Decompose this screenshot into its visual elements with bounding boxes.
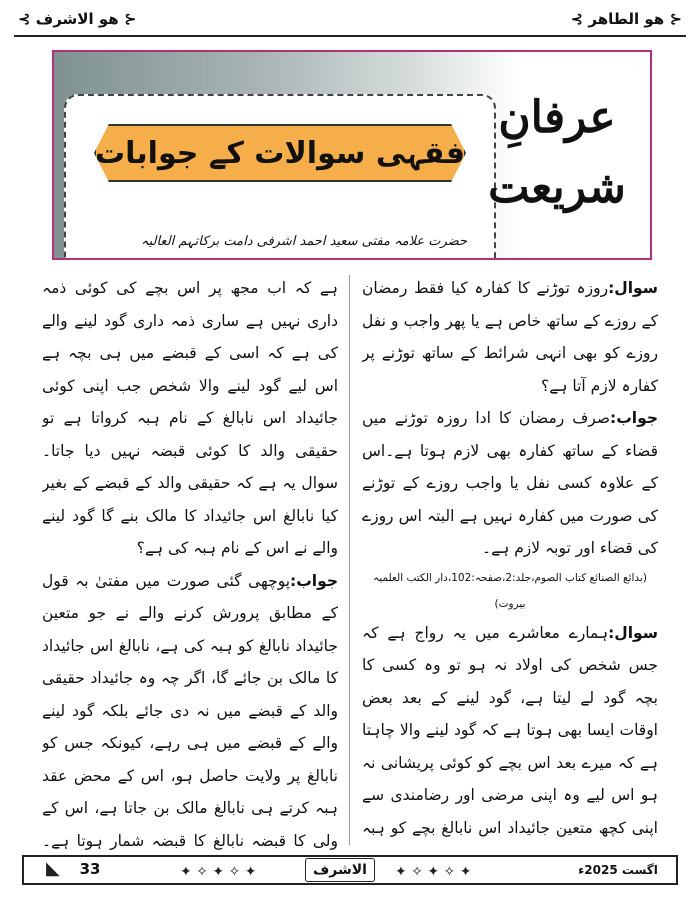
paragraph-text: (بدائع الصنائع کتاب الصوم،جلد:2،صفحہ:102،دار الکتب العلمیہ بیروت) xyxy=(373,571,647,610)
title-banner xyxy=(52,50,652,260)
paragraph-text: ہمارے معاشرے میں یہ رواج ہے کہ جس شخص کی اولاد نہ ہو تو وہ کسی کا بچہ گود لے لیتا ہے، گود لینے کے بعد بعض اوقات ایسا بھی ہوتا ہے کہ گود لینے والا چاہتا ہے کہ میرے بعد اس بچے کو کوئی پریشانی نہ ہو اس لیے وہ اپنی مرضی اور رضامندی سے اپنی کچھ متعین جائیداد اس نابالغ بچے کو ہبہ xyxy=(362,623,658,837)
author-byline: حضرت علامہ مفتی سعید احمد اشرفی دامت برکاتہم العالیہ xyxy=(140,234,468,249)
qa-label: سوال: xyxy=(608,279,658,297)
paragraph-text: پوچھی گئی صورت میں مفتیٰ بہ قول کے مطابق پرورش کرنے والے نے جو متعین جائیداد نابالغ کو ہبہ کی ہے، نابالغ اس جائیداد کا مالک بن جائے گا، اگر چہ وہ جائیداد حقیقی والد کے قبضے میں نہ دی جائے بلکہ گود لینے والے کے قبضے میں ہی رہے، کیونکہ جس کو نابالغ پر ولایت حاصل ہو، اس کے محض عقد ہبہ کرتے ہی نابالغ مالک بن جاتا ہے، اس کے ولی کا قبضہ نابالغ کا قبضہ شمار ہوتا ہے۔ xyxy=(42,571,338,850)
header-rule xyxy=(14,35,686,37)
qa-label: سوال: xyxy=(608,623,658,642)
reference-citation xyxy=(362,565,658,617)
ornament-icon: ✦ ✧ ✦ ✧ ✦ xyxy=(180,864,257,880)
paragraph-text: ہے کہ اب مجھ پر اس بچے کی کوئی ذمہ داری نہیں ہے ساری ذمہ داری گود لینے والے کی ہے کہ اسی کے قبضے میں ہی بچہ ہے اس لیے گود لینے والا شخص جب اپنی کوئی جائیداد اس نابالغ کے نام ہبہ کرواتا ہے تو حقیقی والد کا کوئی قبضہ نہیں دیا جاتا۔سوال یہ ہے کہ حقیقی والد کے قبضے کے بغیر کیا نابالغ اس جائیداد کا مالک بنے گا گود لینے والے نے اس کے نام ہبہ کی ہے؟ xyxy=(42,279,338,557)
page-number-text: 33 xyxy=(79,860,101,878)
qa-label: جواب: xyxy=(290,571,338,590)
arrow-left-icon: ◣ xyxy=(46,858,60,879)
qa-label: جواب: xyxy=(610,409,658,427)
paragraph xyxy=(42,565,338,851)
article-column-left xyxy=(42,272,338,850)
column-divider xyxy=(349,275,350,845)
banner-title-line1: عرفانِ xyxy=(498,92,616,143)
header-title-right: ⊰ هو الطاھر ⊱ xyxy=(570,10,682,28)
banner-title-line2: شریعت xyxy=(488,162,626,213)
paragraph xyxy=(362,617,658,851)
paragraph xyxy=(362,402,658,565)
section-ribbon-title: فقہی سوالات کے جوابات xyxy=(95,135,465,171)
paragraph xyxy=(42,272,338,565)
paragraph xyxy=(362,272,658,402)
footer-brand: الاشرف xyxy=(305,858,375,882)
paragraph-text: صرف رمضان کا ادا روزہ توڑنے میں قضاء کے ساتھ کفارہ بھی لازم ہوتا ہے۔اس کے علاوہ کسی نفل یا واجب روزے کے توڑنے کی صورت میں کفارہ نہیں ہے البتہ اس روزے کی قضاء اور توبہ لازم ہے۔ xyxy=(362,409,658,557)
paragraph-text: روزہ توڑنے کا کفارہ کیا فقط رمضان کے روزے کے ساتھ خاص ہے یا پھر واجب و نفل روزے کو بھی انہی شرائط کے ساتھ توڑنے پر کفارہ لازم آتا ہے؟ xyxy=(362,279,658,395)
header-title-left: ⊰ هو الاشرف ⊱ xyxy=(18,10,137,28)
ornament-icon: ✦ ✧ ✦ ✧ ✦ xyxy=(395,864,472,880)
issue-date: اگست 2025ء xyxy=(578,863,658,877)
article-column-right xyxy=(362,272,658,850)
